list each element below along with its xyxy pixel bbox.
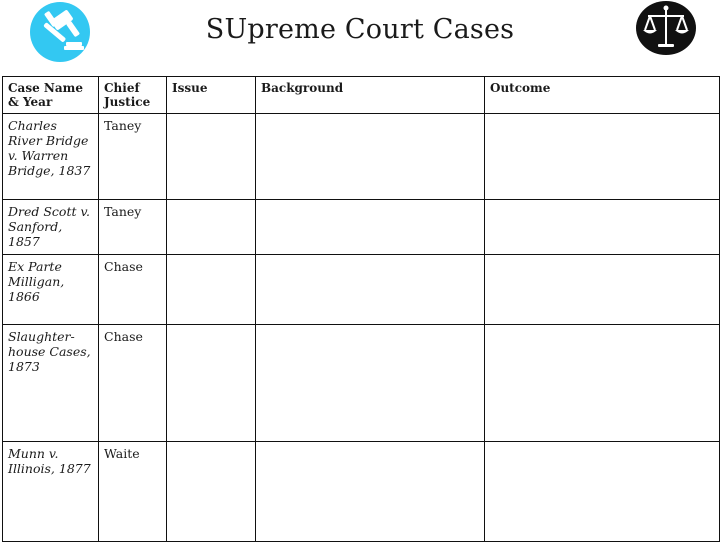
table-row <box>3 442 720 542</box>
background-cell[interactable] <box>256 255 485 325</box>
issue-cell[interactable] <box>167 114 256 200</box>
outcome-cell[interactable] <box>485 200 720 255</box>
outcome-cell[interactable] <box>485 255 720 325</box>
header-case-name: Case Name & Year <box>3 77 99 114</box>
cases-table <box>2 76 720 542</box>
background-cell[interactable] <box>256 200 485 255</box>
background-cell[interactable] <box>256 114 485 200</box>
outcome-cell[interactable] <box>485 325 720 442</box>
page-title: SUpreme Court Cases <box>205 14 515 45</box>
header-issue: Issue <box>167 77 256 114</box>
table-row <box>3 200 720 255</box>
chief-justice-cell: Chase <box>99 325 167 442</box>
case-name-cell: Charles River Bridge v. Warren Bridge, 1837 <box>3 114 99 200</box>
header-outcome: Outcome <box>485 77 720 114</box>
table-row <box>3 255 720 325</box>
chief-justice-cell: Taney <box>99 200 167 255</box>
background-cell[interactable] <box>256 442 485 542</box>
background-cell[interactable] <box>256 325 485 442</box>
issue-cell[interactable] <box>167 255 256 325</box>
case-name-cell: Munn v. Illinois, 1877 <box>3 442 99 542</box>
issue-cell[interactable] <box>167 325 256 442</box>
outcome-cell[interactable] <box>485 114 720 200</box>
header-chief-justice: Chief Justice <box>99 77 167 114</box>
chief-justice-cell: Chase <box>99 255 167 325</box>
case-name-cell: Ex Parte Milligan, 1866 <box>3 255 99 325</box>
issue-cell[interactable] <box>167 442 256 542</box>
chief-justice-cell: Taney <box>99 114 167 200</box>
case-name-cell: Slaughter-house Cases, 1873 <box>3 325 99 442</box>
table-row <box>3 114 720 200</box>
table-row <box>3 325 720 442</box>
case-name-cell: Dred Scott v. Sanford, 1857 <box>3 200 99 255</box>
issue-cell[interactable] <box>167 200 256 255</box>
outcome-cell[interactable] <box>485 442 720 542</box>
scales-of-justice-icon <box>636 0 696 56</box>
chief-justice-cell: Waite <box>99 442 167 542</box>
header-background: Background <box>256 77 485 114</box>
header-row <box>3 77 720 114</box>
